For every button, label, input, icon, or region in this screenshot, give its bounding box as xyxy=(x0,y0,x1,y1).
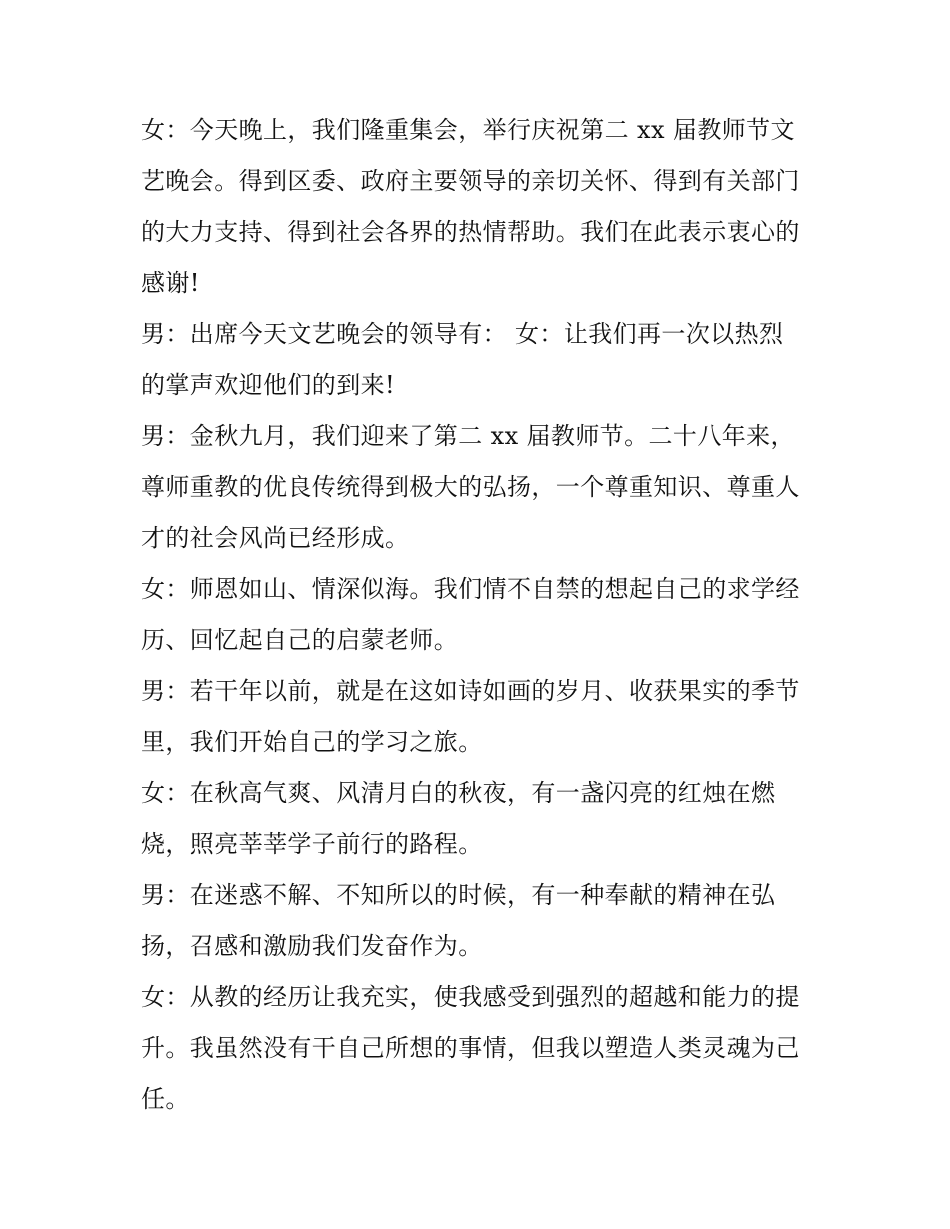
text-line-17: 扬，召感和激励我们发奋作为。 xyxy=(141,932,483,960)
text-line-20: 任。 xyxy=(141,1085,190,1113)
text-line-2: 艺晚会。得到区委、政府主要领导的亲切关怀、得到有关部门 xyxy=(141,167,800,195)
text-line-15: 烧，照亮莘莘学子前行的路程。 xyxy=(141,830,483,858)
text-line-9: 才的社会风尚已经形成。 xyxy=(141,524,410,552)
text-line-6: 的掌声欢迎他们的到来! xyxy=(141,371,396,399)
text-line-18: 女：从教的经历让我充实，使我感受到强烈的超越和能力的提 xyxy=(141,983,800,1011)
text-line-13: 里，我们开始自己的学习之旅。 xyxy=(141,728,483,756)
text-line-11: 历、回忆起自己的启蒙老师。 xyxy=(141,626,459,654)
text-line-12: 男：若干年以前，就是在这如诗如画的岁月、收获果实的季节 xyxy=(141,677,800,705)
text-line-7: 男：金秋九月，我们迎来了第二 xx 届教师节。二十八年来， xyxy=(141,422,795,450)
text-line-19: 升。我虽然没有干自己所想的事情，但我以塑造人类灵魂为己 xyxy=(141,1034,800,1062)
text-line-5: 男：出席今天文艺晚会的领导有： 女：让我们再一次以热烈 xyxy=(141,320,784,348)
text-line-16: 男：在迷惑不解、不知所以的时候，有一种奉献的精神在弘 xyxy=(141,881,776,909)
text-line-14: 女：在秋高气爽、风清月白的秋夜，有一盏闪亮的红烛在燃 xyxy=(141,779,776,807)
text-line-8: 尊师重教的优良传统得到极大的弘扬，一个尊重知识、尊重人 xyxy=(141,473,800,501)
text-line-3: 的大力支持、得到社会各界的热情帮助。我们在此表示衷心的 xyxy=(141,218,800,246)
text-line-4: 感谢! xyxy=(141,269,200,297)
text-line-1: 女：今天晚上，我们隆重集会，举行庆祝第二 xx 届教师节文 xyxy=(141,116,795,144)
text-line-10: 女：师恩如山、情深似海。我们情不自禁的想起自己的求学经 xyxy=(141,575,800,603)
